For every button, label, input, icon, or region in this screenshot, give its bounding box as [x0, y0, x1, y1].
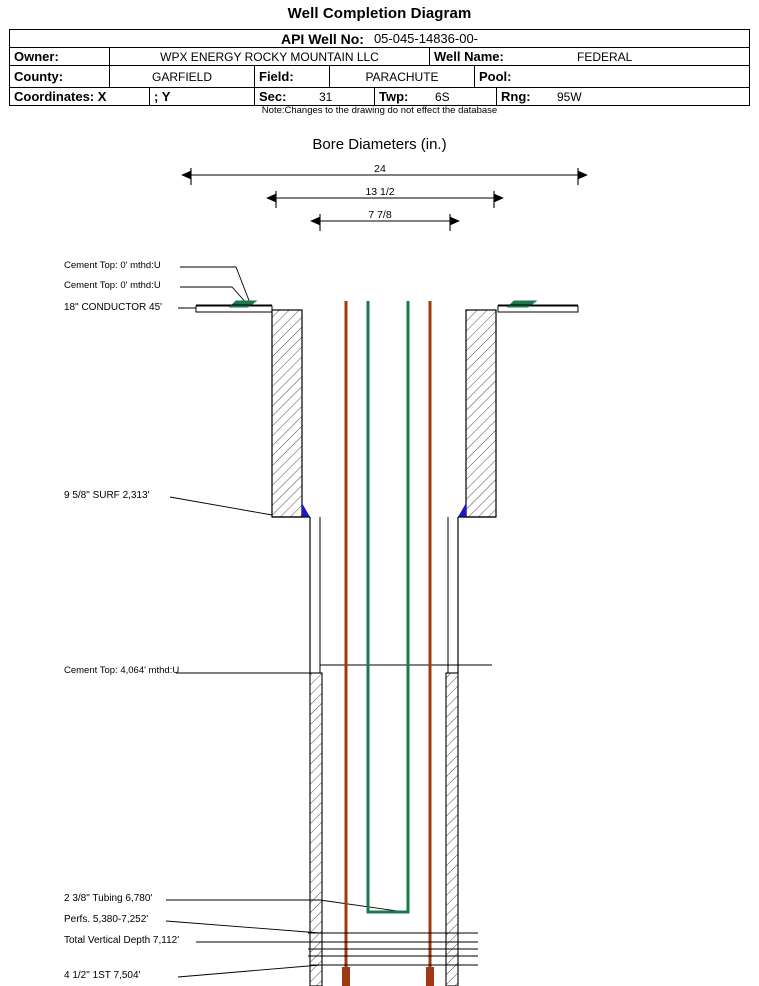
field-value: PARACHUTE: [365, 69, 439, 84]
owner-label: Owner:: [14, 49, 59, 64]
annotation-conductor: 18" CONDUCTOR 45': [64, 302, 163, 313]
rng-label: Rng:: [501, 89, 531, 104]
sec-value: 31: [319, 89, 333, 104]
api-label: API Well No:: [280, 30, 364, 47]
county-label: County:: [14, 69, 64, 84]
field-label: Field:: [259, 69, 294, 84]
coordinates-label: Coordinates: X: [14, 89, 107, 104]
coordinates-y-label: ; Y: [154, 89, 171, 104]
well-name-label: Well Name:: [434, 49, 504, 64]
owner-value: WPX ENERGY ROCKY MOUNTAIN LLC: [160, 49, 379, 64]
twp-label: Twp:: [379, 89, 409, 104]
tubing-string: [368, 301, 408, 912]
header-row-county: [10, 66, 749, 88]
twp-value: 6S: [435, 89, 450, 104]
conductor-casing: [196, 301, 578, 312]
bore-dimension-lines: [191, 168, 578, 231]
rng-value: 95W: [557, 89, 582, 104]
county-value: GARFIELD: [151, 69, 212, 84]
sec-label: Sec:: [259, 89, 287, 104]
first-string-shoe: [310, 965, 478, 986]
bore-diameters-title: Bore Diameters (in.): [312, 136, 447, 153]
bore-dim-label-13-1-2: 13 1/2: [365, 186, 395, 198]
header-row-api: [10, 30, 749, 48]
open-hole-walls: [310, 517, 458, 673]
well-header-table: [9, 29, 750, 106]
header-row-owner: [10, 48, 749, 66]
well-name-value: FEDERAL: [577, 49, 633, 64]
annotation-cement-top-2: Cement Top: 0' mthd:U: [64, 280, 161, 291]
pool-label: Pool:: [479, 69, 512, 84]
annotation-cement-top-1: Cement Top: 0' mthd:U: [64, 260, 161, 271]
annotation-leader-lines: [166, 267, 492, 977]
annotation-first-string: 4 1/2" 1ST 7,504': [64, 970, 141, 981]
page-title: Well Completion Diagram: [287, 5, 472, 22]
annotation-total-vertical-depth: Total Vertical Depth 7,112': [64, 935, 180, 946]
database-note: Note:Changes to the drawing do not effect the database: [261, 105, 498, 116]
surface-casing-string: [272, 310, 496, 517]
annotation-perfs: Perfs. 5,380-7,252': [64, 914, 149, 925]
header-row-coordinates: [10, 88, 749, 105]
annotation-tubing: 2 3/8" Tubing 6,780': [64, 893, 153, 904]
production-casing-cement: [310, 673, 458, 986]
production-casing: [346, 301, 430, 986]
bore-dim-label-24: 24: [374, 163, 386, 175]
bore-dim-label-7-7-8: 7 7/8: [368, 209, 392, 221]
depth-marker-lines: [308, 933, 478, 956]
api-value: 05-045-14836-00-: [373, 31, 479, 46]
annotation-surface-casing: 9 5/8" SURF 2,313': [64, 490, 150, 501]
annotation-cement-top-3: Cement Top: 4,064' mthd:U: [64, 665, 180, 676]
